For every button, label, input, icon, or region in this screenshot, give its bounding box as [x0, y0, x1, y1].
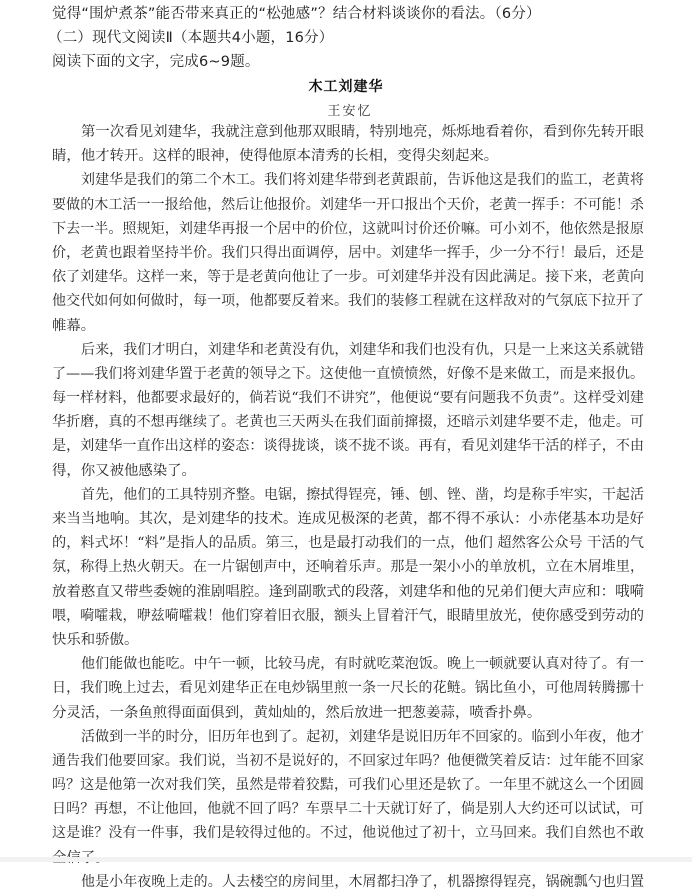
paragraph-first-line: 首先，他们的工具特别齐整。电锯，擦拭得锃亮，锤、刨、锉、凿，均是称手牢实，干起活 — [81, 486, 645, 503]
article-author: 王安忆 — [327, 104, 373, 119]
article-line: 华折磨，真的不想再继续了。老黄也三天两头在我们面前撺掇，还暗示刘建华要不走，他走。可 — [52, 414, 645, 431]
article-line: 通告我们他要回家。我们说，当初不是说好的，不回家过年吗？他便微笑着反诘：过年能不回家 — [52, 752, 645, 769]
paragraph-first-line: 活做到一半的时分，旧历年也到了。起初，刘建华是说旧历年不回家的。临到小年夜，他才 — [81, 728, 645, 745]
article-line: 睛，他才转开。这样的眼神，使得他原本清秀的长相，变得尖刻起来。 — [52, 148, 499, 165]
article-line: 了——我们将刘建华置于老黄的领导之下。这使他一直愤愤然，好像不是来做工，而是来报仇。 — [52, 365, 645, 382]
article-line: 日，我们晚上过去，看见刘建华正在电炒锅里煎一条一尺长的花鲢。锅比鱼小，可他周转腾挪十 — [52, 680, 645, 697]
article-line: 氛，称得上热火朝天。在一片锯刨声中，还响着乐声。那是一架小小的单放机，立在木屑堆里， — [52, 559, 645, 576]
article-line: 下去一半。照规矩，刘建华再报一个居中的价位，这就叫讨价还价嘛。可小刘不，他依然是报原 — [52, 220, 645, 237]
article-line: 依了刘建华。这样一来，等于是老黄向他让了一步。可刘建华并没有因此满足。接下来，老黄向 — [52, 269, 645, 286]
article-line: 喂，嗬嚯栽，咿兹嗬嚯栽！他们穿着旧衣服，额头上冒着汗气，眼睛里放光，使你感受到劳动的 — [52, 607, 645, 624]
article-title: 木工刘建华 — [308, 79, 384, 95]
paragraph-first-line: 后来，我们才明白，刘建华和老黄没有仇，刘建华和我们也没有仇，只是一上来这关系就错 — [81, 341, 645, 358]
paragraph-first-line: 他们能做也能吃。中午一顿，比较马虎，有时就吃菜泡饭。晚上一顿就要认真对待了。有一 — [81, 656, 645, 673]
article-line: 他交代如何如何做时，每一项，他都要反着来。我们的装修工程就在这样敌对的气氛底下拉开了 — [52, 293, 645, 310]
reading-instruction: 阅读下面的文字，完成6~9题。 — [52, 54, 260, 70]
article-line: 得，你又被他感染了。 — [52, 462, 196, 479]
page-bottom-edge — [0, 857, 692, 862]
article-line: 吗？这是他第一次对我们笑，虽然是带着狡黠，可我们心里还是软了。一年里不就这么一个团圆 — [52, 777, 645, 794]
article-line: 帷幕。 — [52, 317, 96, 334]
article-line: 要做的木工活一一报给他，然后让他报价。刘建华一开口报出个天价，老黄一挥手：不可能！杀 — [52, 196, 645, 213]
article-line: 的，料式坏！“料”是指人的品质。第三，也是最打动我们的一点，他们 超然客公众号 干活的气 — [52, 535, 645, 552]
article-line: 放着憨直又带些委婉的淮剧唱腔。逢到副歌式的段落，刘建华和他的兄弟们便大声应和：哦嗬 — [52, 583, 645, 600]
article-line: 来当当地响。其次，是刘建华的技术。连成见极深的老黄，都不得不承认：小赤佬基本功是好 — [52, 511, 645, 527]
paragraph-first-line: 第一次看见刘建华，我就注意到他那双眼睛，特别地亮，烁烁地看着你，看到你先转开眼 — [81, 124, 645, 140]
section-heading: （二）现代文阅读Ⅱ（本题共4小题，16分） — [48, 30, 334, 46]
article-line: 是，刘建华一直作出这样的姿态：谈得拢谈，谈不拢不谈。再有，看见刘建华干活的样子，不由 — [52, 438, 645, 455]
article-line: 分灵活，一条鱼煎得面面俱到，黄灿灿的，然后放进一把葱姜蒜，喷香扑鼻。 — [52, 704, 542, 721]
article-line: 日吗？再想，不让他回，他就不回了吗？车票早二十天就订好了，倘是别人大约还可以试试，可 — [52, 801, 645, 818]
question-tail: 觉得“围炉煮茶”能否带来真正的“松弛感”？结合材料谈谈你的看法。（6分） — [52, 6, 541, 22]
article-line: 价，老黄也跟着坚持半价。我们只得出面调停，居中。刘建华一挥手，少一分不行！最后，还是 — [52, 244, 645, 261]
article-line: 这是谁？没有一件事，我们是较得过他的。不过，他说他过了初十，立马回来。我们自然也不敢 — [52, 825, 645, 842]
paragraph-first-line: 刘建华是我们的第二个木工。我们将刘建华带到老黄跟前，告诉他这是我们的监工，老黄将 — [81, 172, 645, 189]
article-body — [52, 120, 644, 894]
article-line: 快乐和骄傲。 — [52, 631, 139, 648]
paragraph-first-line: 他是小年夜晚上走的。人去楼空的房间里，木屑都扫净了，机器擦得锃亮，锅碗瓢勺也归置 — [81, 873, 645, 890]
article-line: 每一样材料，他都要求最好的，倘若说“我们不讲究”，他便说“要有问题我不负责”。这样受刘建 — [52, 390, 645, 407]
